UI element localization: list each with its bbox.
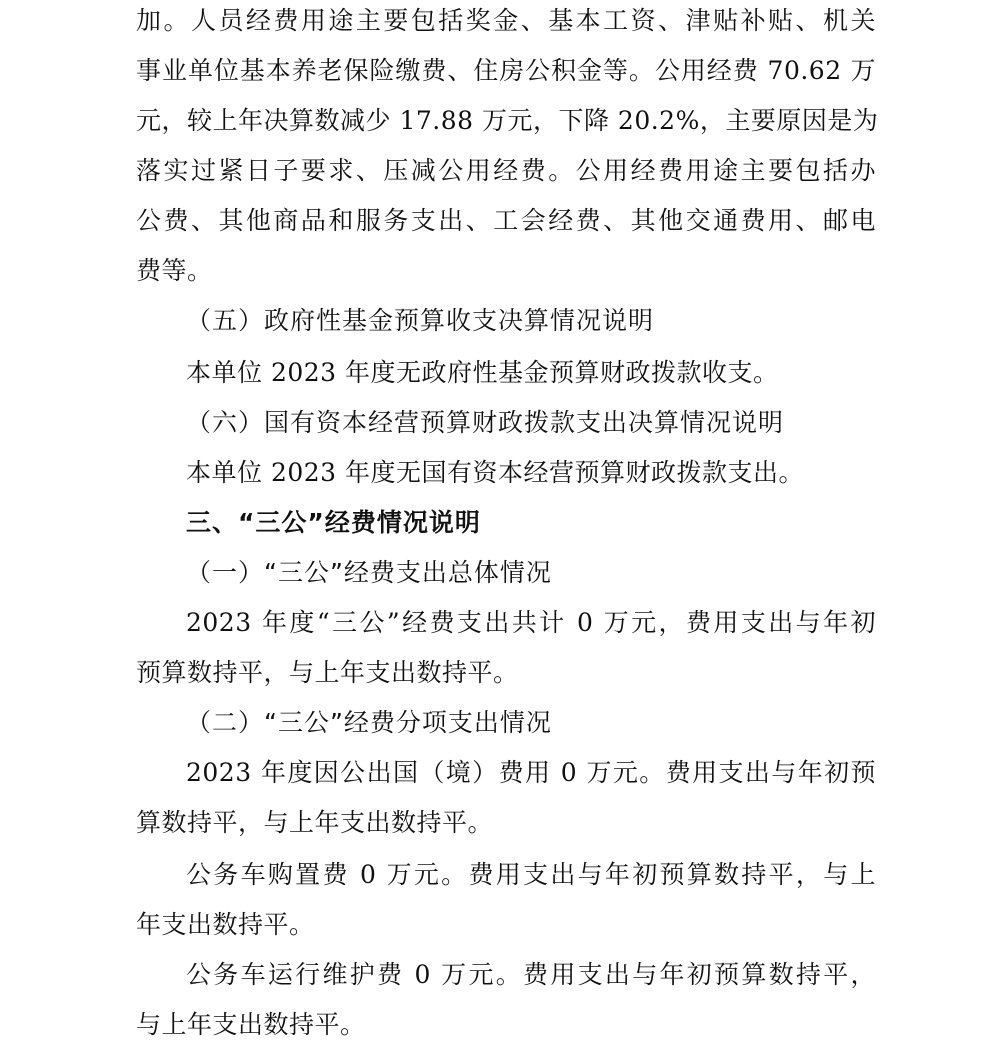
body-text-line: 本单位 2023 年度无国有资本经营预算财政拨款支出。 <box>186 458 805 487</box>
body-text-line: 预算数持平，与上年支出数持平。 <box>136 658 519 687</box>
body-text-line: 算数持平，与上年支出数持平。 <box>136 808 494 837</box>
body-text-line: 与上年支出数持平。 <box>136 1010 366 1039</box>
section-heading-6: （六）国有资本经营预算财政拨款支出决算情况说明 <box>186 408 785 437</box>
body-text-line: 落实过紧日子要求、压减公用经费。公用经费用途主要包括办 <box>136 156 876 185</box>
body-text-line: 加。人员经费用途主要包括奖金、基本工资、津贴补贴、机关 <box>136 6 876 35</box>
chapter-heading-3: 三、“三公”经费情况说明 <box>186 508 481 537</box>
body-text-line: 公务车购置费 0 万元。费用支出与年初预算数持平，与上 <box>186 860 876 889</box>
body-text-line: 元，较上年决算数减少 17.88 万元，下降 20.2%，主要原因是为 <box>136 106 879 135</box>
body-text-line: 公务车运行维护费 0 万元。费用支出与年初预算数持平， <box>186 960 876 989</box>
body-text-line: 事业单位基本养老保险缴费、住房公积金等。公用经费 70.62 万 <box>136 56 876 85</box>
body-text-line: 2023 年度“三公”经费支出共计 0 万元，费用支出与年初 <box>186 608 876 637</box>
body-text-line: 2023 年度因公出国（境）费用 0 万元。费用支出与年初预 <box>186 758 876 787</box>
section-heading-5: （五）政府性基金预算收支决算情况说明 <box>186 306 655 335</box>
subsection-heading-1: （一）“三公”经费支出总体情况 <box>186 558 552 587</box>
body-text-line: 年支出数持平。 <box>136 910 315 939</box>
body-text-line: 本单位 2023 年度无政府性基金预算财政拨款收支。 <box>186 358 779 387</box>
subsection-heading-2: （二）“三公”经费分项支出情况 <box>186 708 552 737</box>
body-text-line: 公费、其他商品和服务支出、工会经费、其他交通费用、邮电 <box>136 206 876 235</box>
body-text-line: 费等。 <box>136 256 213 285</box>
